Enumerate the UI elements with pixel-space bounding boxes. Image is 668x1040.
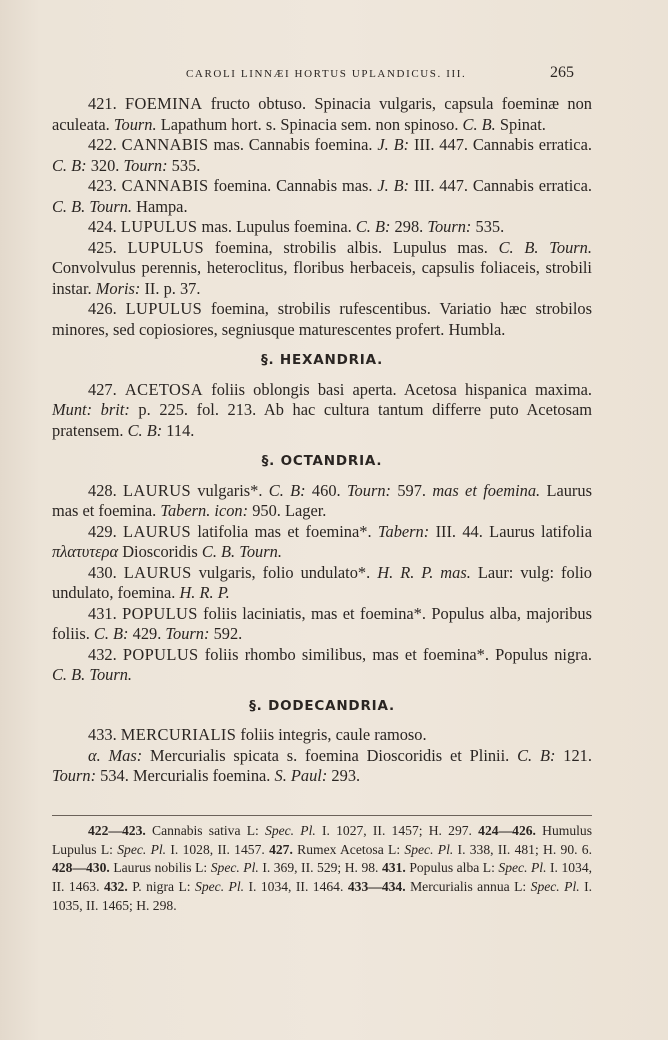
entry-426: 426. LUPULUS foemina, strobilis rufescentibus. Variatio hæc strobilos minores, sed copiosiores, segniusque maturescentes profert. Humbla. bbox=[52, 299, 592, 339]
footnote-block: 422—423. Cannabis sativa L: Spec. Pl. I. 1027, II. 1457; H. 297. 424—426. Humulus Lupulus L: Spec. Pl. I. 1028, II. 1457. 427. Rumex Acetosa L: Spec. Pl. I. 338, II. 481; H. 90. 6. 428—430. Laurus nobilis L: Spec. Pl. I. 369, II. 529; H. 98. 431. Populus alba L: Spec. Pl. I. 1034, II. 1463. 432. P. nigra L: Spec. Pl. I. 1034, II. 1464. 433—434. Mercurialis annua L: Spec. Pl. I. 1035, II. 1465; H. 298. bbox=[52, 823, 593, 913]
entry-427: 427. ACETOSA foliis oblongis basi aperta. Acetosa hispanica maxima. Munt: brit: p. 225. fol. 213. Ab hac cultura tantum differre puto Acetosam pratensem. C. B: 114. bbox=[52, 379, 592, 440]
footnote-rule bbox=[52, 815, 592, 816]
entry-430: 430. LAURUS vulgaris, folio undulato*. H. R. P. mas. Laur: vulg: folio undulato, foemina. H. R. P. bbox=[52, 562, 592, 602]
section-octandria: §. OCTANDRIA. bbox=[261, 453, 383, 469]
page-header bbox=[186, 64, 574, 84]
footnotes bbox=[52, 822, 592, 916]
running-title: CAROLI LINNÆI HORTUS UPLANDICUS. III. bbox=[186, 68, 467, 80]
main-text bbox=[52, 94, 592, 787]
page-number: 265 bbox=[550, 64, 574, 81]
entry-432: 432. POPULUS foliis rhombo similibus, mas et foemina*. Populus nigra. C. B. Tourn. bbox=[52, 644, 592, 684]
section-dodecandria: §. DODECANDRIA. bbox=[249, 697, 395, 714]
entry-429: 429. LAURUS latifolia mas et foemina*. Tabern: III. 44. Laurus latifolia πλατυτερα Dioscoridis C. B. Tourn. bbox=[52, 521, 593, 561]
entry-421: 421. FOEMINA fructo obtuso. Spinacia vulgaris, capsula foeminæ non aculeata. Tourn. Lapathum hort. s. Spinacia sem. non spinoso. C. B. Spinat. bbox=[52, 94, 592, 134]
entry-424: 424. LUPULUS mas. Lupulus foemina. C. B: 298. Tourn: 535. bbox=[88, 217, 505, 236]
entry-422: 422. CANNABIS mas. Cannabis foemina. J. B: III. 447. Cannabis erratica. C. B: 320. Tourn: 535. bbox=[52, 135, 592, 175]
entry-428: 428. LAURUS vulgaris*. C. B: 460. Tourn: 597. mas et foemina. Laurus mas et foemina. Tabern. icon: 950. Lager. bbox=[52, 480, 592, 520]
entry-423: 423. CANNABIS foemina. Cannabis mas. J. B: III. 447. Cannabis erratica. C. B. Tourn. Hampa. bbox=[52, 176, 592, 216]
entry-431: 431. POPULUS foliis laciniatis, mas et foemina*. Populus alba, majoribus foliis. C. B: 429. Tourn: 592. bbox=[52, 603, 592, 643]
entry-433-alpha: α. Mas: Mercurialis spicata s. foemina Dioscoridis et Plinii. C. B: 121. Tourn: 534. Mercurialis foemina. S. Paul: 293. bbox=[52, 745, 592, 785]
entry-425: 425. LUPULUS foemina, strobilis albis. Lupulus mas. C. B. Tourn. Convolvulus perennis, heteroclitus, floribus herbaceis, capsulis foliaceis, strobili instar. Moris: II. p. 37. bbox=[52, 237, 592, 298]
entry-433: 433. MERCURIALIS foliis integris, caule ramoso. bbox=[88, 725, 427, 744]
section-hexandria: §. HEXANDRIA. bbox=[260, 352, 384, 368]
